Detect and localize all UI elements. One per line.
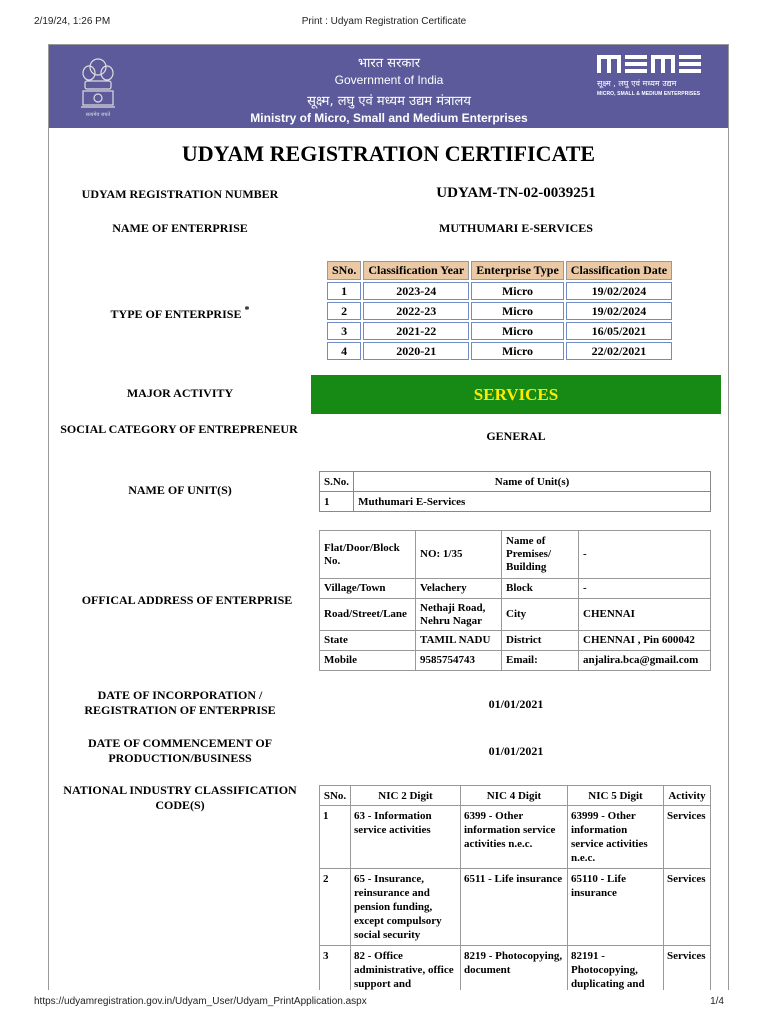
- government-banner: [49, 45, 728, 128]
- table-cell: 4: [327, 342, 361, 360]
- table-cell: 65 - Insurance, reinsurance and pension funding, except compulsory social security: [351, 869, 461, 946]
- commencement-date-value: 01/01/2021: [488, 744, 544, 758]
- msme-logo-icon: [597, 53, 701, 75]
- col-header: Classification Date: [566, 261, 672, 280]
- table-row: [320, 806, 711, 869]
- incorporation-date-label: DATE OF INCORPORATION / REGISTRATION OF ENTERPRISE: [84, 688, 276, 717]
- table-cell: 2020-21: [363, 342, 469, 360]
- table-cell: 63 - Information service activities: [351, 806, 461, 869]
- ministry-title: Ministry of Micro, Small and Medium Enterprises: [250, 111, 528, 125]
- social-category-label: SOCIAL CATEGORY OF ENTREPRENEUR: [60, 422, 298, 436]
- enterprise-name-label: NAME OF ENTERPRISE: [112, 221, 248, 235]
- major-activity-label: MAJOR ACTIVITY: [126, 386, 234, 400]
- table-cell: Village/Town: [320, 579, 416, 599]
- print-datetime: 2/19/24, 1:26 PM: [34, 16, 111, 27]
- table-row: [320, 631, 711, 651]
- print-page-number: 1/4: [710, 996, 724, 1007]
- nic-codes-table: [319, 785, 711, 990]
- col-header: NIC 4 Digit: [461, 786, 568, 806]
- table-cell: -: [579, 531, 711, 579]
- table-row: [327, 322, 672, 340]
- table-cell: 8219 - Photocopying, document: [461, 946, 568, 991]
- table-row: [327, 342, 672, 360]
- table-cell: Services: [664, 806, 711, 869]
- table-row: [320, 492, 711, 512]
- table-header-row: [327, 261, 672, 280]
- enterprise-type-label: [55, 303, 305, 322]
- table-cell: 2: [320, 869, 351, 946]
- table-cell: -: [579, 579, 711, 599]
- print-header: [34, 16, 734, 30]
- table-cell: 9585754743: [416, 651, 502, 671]
- enterprise-type-asterisk: *: [244, 305, 250, 316]
- col-header: NIC 2 Digit: [351, 786, 461, 806]
- col-header: NIC 5 Digit: [568, 786, 664, 806]
- table-row: [320, 531, 711, 579]
- table-cell: Micro: [471, 342, 564, 360]
- hindi-government-title: भारत सरकार: [357, 56, 421, 71]
- col-header: Name of Unit(s): [354, 472, 711, 492]
- col-header: SNo.: [327, 261, 361, 280]
- table-cell: Nethaji Road, Nehru Nagar: [416, 599, 502, 631]
- table-cell: Email:: [502, 651, 579, 671]
- nic-codes-label: NATIONAL INDUSTRY CLASSIFICATION CODE(S): [63, 783, 297, 812]
- table-cell: Mobile: [320, 651, 416, 671]
- table-cell: 2022-23: [363, 302, 469, 320]
- table-cell: 82191 - Photocopying, duplicating and: [568, 946, 664, 991]
- table-cell: Flat/Door/Block No.: [320, 531, 416, 579]
- major-activity-value: SERVICES: [311, 375, 721, 414]
- enterprise-name-value: MUTHUMARI E-SERVICES: [439, 221, 593, 235]
- table-cell: Micro: [471, 302, 564, 320]
- table-cell: Velachery: [416, 579, 502, 599]
- col-header: S.No.: [320, 472, 354, 492]
- registration-number-value: UDYAM-TN-02-0039251: [436, 185, 596, 201]
- national-emblem-icon: [75, 53, 121, 119]
- enterprise-type-table: [325, 259, 674, 362]
- table-cell: 3: [320, 946, 351, 991]
- table-cell: 1: [320, 806, 351, 869]
- table-cell: 22/02/2021: [566, 342, 672, 360]
- col-header: SNo.: [320, 786, 351, 806]
- registration-number-label: UDYAM REGISTRATION NUMBER: [81, 187, 279, 201]
- unit-names-label: NAME OF UNIT(S): [128, 483, 232, 497]
- table-row: [320, 946, 711, 991]
- table-cell: Services: [664, 869, 711, 946]
- table-cell: NO: 1/35: [416, 531, 502, 579]
- table-cell: Services: [664, 946, 711, 991]
- table-cell: Micro: [471, 282, 564, 300]
- print-page-title: Print : Udyam Registration Certificate: [301, 16, 467, 27]
- table-row: [327, 282, 672, 300]
- col-header: Activity: [664, 786, 711, 806]
- msme-hindi-text: सूक्ष्म , लघु एवं मध्यम उद्यम: [597, 79, 677, 88]
- table-row: [320, 579, 711, 599]
- certificate-title: UDYAM REGISTRATION CERTIFICATE: [181, 141, 596, 166]
- table-cell: 19/02/2024: [566, 302, 672, 320]
- table-cell: State: [320, 631, 416, 651]
- social-category-value: GENERAL: [486, 429, 546, 443]
- government-title: Government of India: [334, 73, 444, 87]
- table-cell: City: [502, 599, 579, 631]
- table-cell: 16/05/2021: [566, 322, 672, 340]
- table-cell: TAMIL NADU: [416, 631, 502, 651]
- table-cell: 63999 - Other information service activities n.e.c.: [568, 806, 664, 869]
- incorporation-date-value: 01/01/2021: [488, 697, 544, 711]
- table-cell: 2021-22: [363, 322, 469, 340]
- svg-text:सत्यमेव जयते: सत्यमेव जयते: [85, 112, 111, 118]
- table-cell: 19/02/2024: [566, 282, 672, 300]
- table-cell: CHENNAI: [579, 599, 711, 631]
- print-footer: [34, 996, 734, 1010]
- col-header: Classification Year: [363, 261, 469, 280]
- table-cell: 1: [320, 492, 354, 512]
- official-address-label: OFFICAL ADDRESS OF ENTERPRISE: [81, 593, 293, 607]
- table-row: [320, 869, 711, 946]
- table-cell: 6511 - Life insurance: [461, 869, 568, 946]
- msme-english-text: MICRO, SMALL & MEDIUM ENTERPRISES: [597, 91, 701, 97]
- col-header: Enterprise Type: [471, 261, 564, 280]
- commencement-date-label: DATE OF COMMENCEMENT OF PRODUCTION/BUSINESS: [87, 736, 273, 765]
- official-address-table: [319, 530, 711, 671]
- table-cell: 6399 - Other information service activities n.e.c.: [461, 806, 568, 869]
- table-cell: 1: [327, 282, 361, 300]
- enterprise-type-label-text: TYPE OF ENTERPRISE: [110, 307, 242, 321]
- table-cell: 65110 - Life insurance: [568, 869, 664, 946]
- table-cell: 3: [327, 322, 361, 340]
- table-row: [327, 302, 672, 320]
- print-url: https://udyamregistration.gov.in/Udyam_User/Udyam_PrintApplication.aspx: [34, 996, 367, 1007]
- table-cell: 2: [327, 302, 361, 320]
- table-cell: Micro: [471, 322, 564, 340]
- table-row: [320, 651, 711, 671]
- table-cell: Muthumari E-Services: [354, 492, 711, 512]
- hindi-ministry-title: सूक्ष्म, लघु एवं मध्यम उद्यम मंत्रालय: [307, 94, 471, 109]
- table-header-row: [320, 472, 711, 492]
- table-cell: Name of Premises/ Building: [502, 531, 579, 579]
- certificate-page: [48, 44, 729, 990]
- table-cell: 2023-24: [363, 282, 469, 300]
- table-cell: Road/Street/Lane: [320, 599, 416, 631]
- unit-names-table: [319, 471, 711, 512]
- table-cell: anjalira.bca@gmail.com: [579, 651, 711, 671]
- table-cell: Block: [502, 579, 579, 599]
- table-cell: CHENNAI , Pin 600042: [579, 631, 711, 651]
- table-row: [320, 599, 711, 631]
- table-cell: 82 - Office administrative, office support and: [351, 946, 461, 991]
- table-header-row: [320, 786, 711, 806]
- table-cell: District: [502, 631, 579, 651]
